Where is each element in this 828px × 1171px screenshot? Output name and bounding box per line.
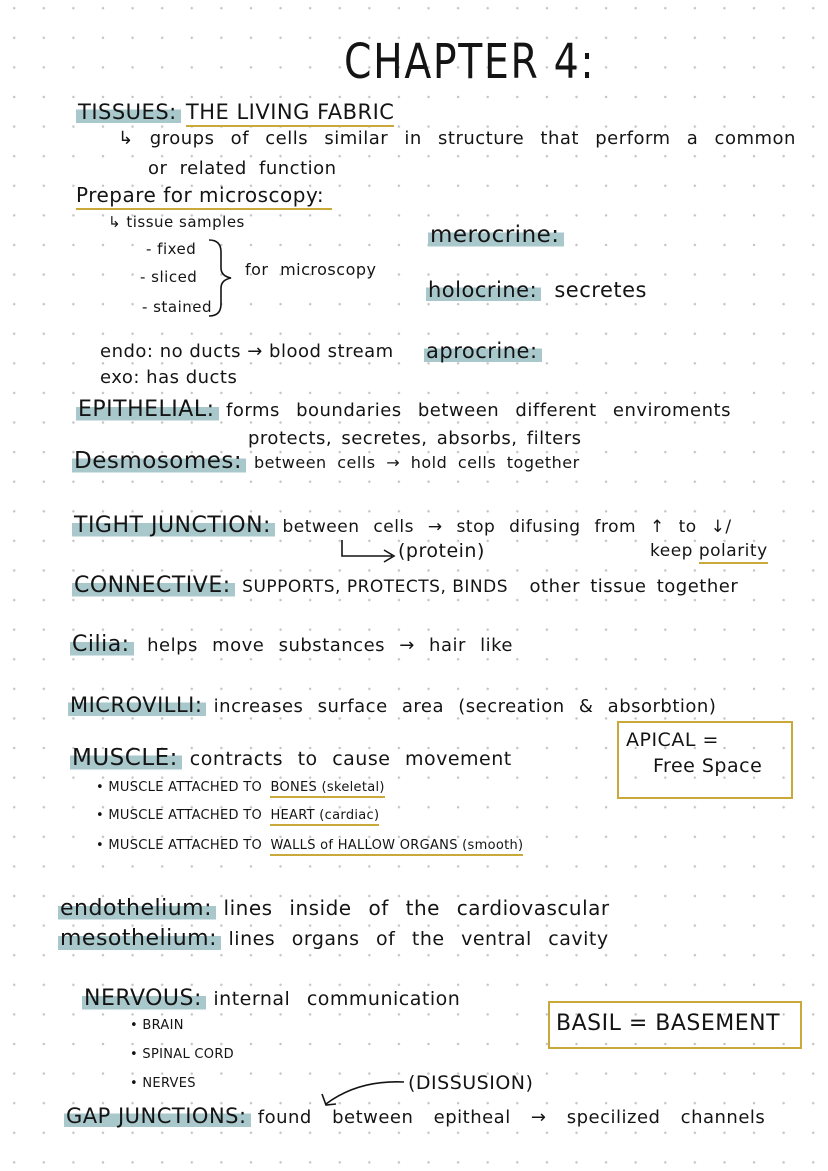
endo-note: endo: no ducts → blood stream	[100, 341, 394, 362]
nervous-item-brain: • BRAIN	[130, 1018, 184, 1033]
term-endothelium: endothelium:	[58, 896, 216, 921]
tight-junction-protein: (protein)	[398, 540, 485, 562]
polarity-underlined: polarity	[699, 541, 768, 564]
apical-line2: Free Space	[653, 755, 763, 777]
apical-callout-box	[617, 721, 793, 799]
dissusion-note: (DISSUSION)	[408, 1072, 534, 1094]
exo-note: exo: has ducts	[100, 367, 238, 388]
tissues-definition-line1: ↳ groups of cells similar in structure that perform a common	[118, 128, 796, 149]
muscle-item-skeletal: • MUSCLE ATTACHED TO BONES (skeletal)	[96, 780, 385, 795]
muscle-item-smooth: • MUSCLE ATTACHED TO WALLS of HALLOW ORGANS (smooth)	[96, 838, 523, 853]
prepare-heading	[76, 183, 332, 207]
page-title: CHAPTER 4:	[344, 34, 596, 90]
term-microvilli: MICROVILLI:	[68, 693, 206, 717]
prepare-step-fixed: - fixed	[146, 240, 197, 258]
term-connective: CONNECTIVE:	[72, 573, 235, 598]
basal-text: BASIL = BASEMENT	[556, 1011, 781, 1036]
term-muscle: MUSCLE:	[70, 745, 182, 771]
curly-brace-icon	[205, 236, 235, 320]
apical-line1: APICAL =	[626, 729, 719, 751]
section-tight-junction	[72, 513, 732, 538]
cilia-definition: helps move substances → hair like	[147, 635, 513, 656]
endothelium-definition: lines inside of the cardiovascular	[223, 896, 610, 920]
desmosomes-definition: between cells → hold cells together	[253, 453, 580, 472]
term-cilia: Cilia:	[70, 632, 134, 657]
section-microvilli	[68, 693, 716, 717]
section-muscle	[70, 745, 512, 771]
term-tissues: TISSUES:	[76, 100, 181, 124]
section-desmosomes	[72, 448, 580, 474]
brace-label: for microscopy	[245, 260, 377, 279]
term-merocrine: merocrine:	[428, 222, 564, 248]
prepare-step-sliced: - sliced	[140, 268, 198, 286]
section-connective	[72, 573, 738, 598]
term-tight-junction: TIGHT JUNCTION:	[72, 513, 275, 538]
connective-def-caps: SUPPORTS, PROTECTS, BINDS	[242, 577, 509, 597]
mesothelium-definition: lines organs of the ventral cavity	[228, 928, 609, 950]
term-gap-junctions: GAP JUNCTIONS:	[64, 1104, 251, 1128]
nervous-item-spinal-cord: • SPINAL CORD	[130, 1047, 234, 1062]
term-mesothelium: mesothelium:	[58, 926, 221, 951]
tight-junction-keep: keep polarity	[650, 541, 768, 561]
term-nervous: NERVOUS:	[82, 986, 206, 1011]
prepare-step-stained: - stained	[142, 298, 212, 316]
prepare-sub: ↳ tissue samples	[108, 213, 245, 231]
holocrine-definition: secretes	[554, 278, 647, 302]
section-endothelium	[58, 896, 610, 921]
muscle-definition: contracts to cause movement	[189, 748, 512, 770]
hook-arrow-icon	[340, 538, 400, 564]
section-cilia	[70, 632, 513, 657]
section-epithelial	[76, 397, 731, 422]
section-gap-junctions	[64, 1104, 765, 1128]
gap-junctions-definition: found between epitheal → specilized channels	[257, 1107, 766, 1128]
section-tissues	[76, 100, 394, 124]
muscle-item-cardiac: • MUSCLE ATTACHED TO HEART (cardiac)	[96, 808, 379, 823]
connective-def-rest: other tissue together	[529, 576, 739, 597]
epithelial-line1: forms boundaries between different enviroments	[226, 400, 731, 421]
section-mesothelium	[58, 926, 609, 951]
term-epithelial: EPITHELIAL:	[76, 397, 219, 422]
tissues-subtitle: THE LIVING FABRIC	[186, 100, 395, 127]
microvilli-definition: increases surface area (secreation & absorbtion)	[213, 696, 717, 717]
tight-junction-definition: between cells → stop difusing from ↑ to ↓/	[282, 517, 732, 537]
prepare-heading-text: Prepare for microscopy:	[76, 183, 332, 210]
term-holocrine: holocrine: secretes	[428, 278, 647, 302]
term-desmosomes: Desmosomes:	[72, 448, 246, 474]
nervous-definition: internal communication	[213, 988, 461, 1010]
term-aprocrine: aprocrine:	[424, 339, 542, 363]
section-nervous	[82, 986, 460, 1011]
epithelial-line2: protects, secretes, absorbs, filters	[248, 428, 582, 449]
nervous-item-nerves: • NERVES	[130, 1076, 196, 1091]
basal-callout-box	[548, 1001, 802, 1049]
tissues-definition-line2: or related function	[148, 158, 337, 179]
